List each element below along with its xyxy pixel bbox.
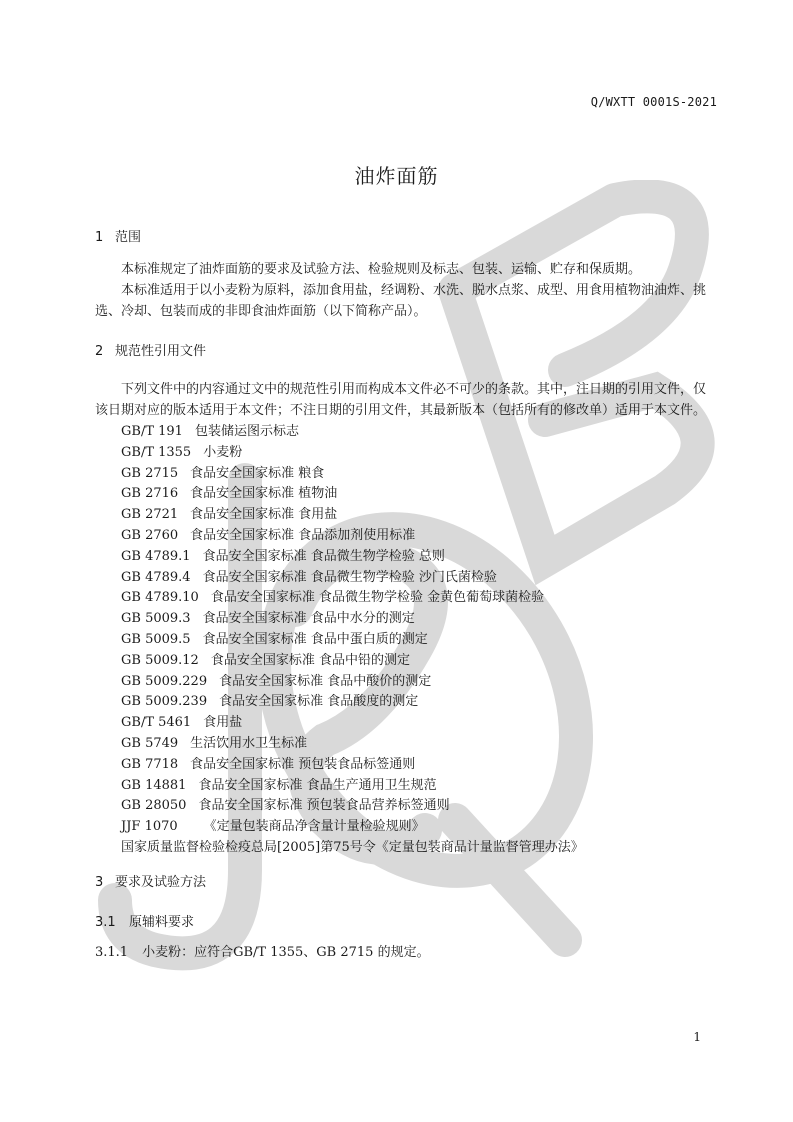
clause-number: 3.1.1 <box>95 944 129 960</box>
reference-title: 食品安全国家标准 食品微生物学检验 金黄色葡萄球菌检验 <box>210 590 545 606</box>
reference-item <box>95 796 717 817</box>
section-title: 要求及试验方法 <box>115 874 207 890</box>
section-heading-references <box>95 342 717 362</box>
section-heading-requirements <box>95 873 717 893</box>
reference-title: 食品安全国家标准 植物油 <box>190 486 338 502</box>
reference-item <box>95 672 717 693</box>
reference-item <box>95 817 717 838</box>
reference-code: GB 5009.3 <box>121 611 191 627</box>
reference-item <box>95 443 717 464</box>
scope-paragraph-2: 本标准适用于以小麦粉为原料，添加食用盐，经调粉、水洗、脱水点浆、成型、用食用植物油油炸、挑选、冷却、包装而成的非即食油炸面筋（以下简称产品）。 <box>95 282 707 319</box>
reference-title: 食品安全国家标准 食用盐 <box>190 507 338 523</box>
reference-item <box>95 651 717 672</box>
reference-code: GB 28050 <box>121 798 187 814</box>
reference-code: GB 2716 <box>121 486 179 502</box>
reference-item <box>95 547 717 568</box>
reference-list <box>95 422 717 838</box>
reference-title: 生活饮用水卫生标准 <box>190 735 308 751</box>
document-code: Q/WXTT 0001S-2021 <box>590 95 717 109</box>
section-number: 3 <box>95 874 104 890</box>
reference-code: GB 5009.229 <box>121 673 208 689</box>
reference-item <box>95 692 717 713</box>
reference-code: JJF 1070 <box>121 819 178 835</box>
subsection-heading <box>95 913 717 933</box>
reference-item <box>95 484 717 505</box>
section-number: 1 <box>95 230 104 245</box>
references-intro: 下列文件中的内容通过文中的规范性引用而构成本文件必不可少的条款。其中，注日期的引用文件，仅该日期对应的版本适用于本文件；不注日期的引用文件，其最新版本（包括所有的修改单）适用于本文件。 <box>95 382 707 419</box>
section-number: 2 <box>95 344 104 360</box>
reference-code: GB 4789.4 <box>121 569 191 585</box>
reference-item <box>95 630 717 651</box>
reference-code: GB 5009.239 <box>121 694 208 710</box>
reference-title: 食品安全国家标准 预包装食品标签通则 <box>190 756 416 772</box>
reference-title: 食品安全国家标准 食品酸度的测定 <box>219 694 419 710</box>
reference-title: 食品安全国家标准 食品生产通用卫生规范 <box>198 777 437 793</box>
reference-code: GB/T 191 <box>121 423 183 439</box>
reference-code: GB/T 5461 <box>121 715 192 731</box>
reference-title: 食品安全国家标准 食品微生物学检验 沙门氏菌检验 <box>202 569 497 585</box>
reference-item <box>95 734 717 755</box>
reference-title: 食品安全国家标准 食品添加剂使用标准 <box>190 527 416 543</box>
reference-title: 小麦粉 <box>203 444 243 460</box>
subsection-title: 原辅料要求 <box>129 914 195 930</box>
clause-3-1-1 <box>95 943 717 963</box>
reference-item <box>95 588 717 609</box>
reference-code: GB 7718 <box>121 756 179 772</box>
section-title: 规范性引用文件 <box>115 344 207 360</box>
page-number: 1 <box>693 1030 701 1044</box>
scope-paragraph-1: 本标准规定了油炸面筋的要求及试验方法、检验规则及标志、包装、运输、贮存和保质期。 <box>121 262 642 277</box>
reference-code: GB 4789.1 <box>121 548 191 564</box>
reference-title: 食品安全国家标准 食品微生物学检验 总则 <box>202 548 445 564</box>
reference-item <box>95 609 717 630</box>
reference-item <box>95 422 717 443</box>
subsection-number: 3.1 <box>95 914 116 930</box>
reference-code: GB 5749 <box>121 735 179 751</box>
reference-title: 食品安全国家标准 预包装食品营养标签通则 <box>198 798 450 814</box>
reference-item <box>95 713 717 734</box>
reference-item <box>95 568 717 589</box>
reference-title: 食用盐 <box>203 715 243 731</box>
reference-item <box>95 776 717 797</box>
reference-title: 食品安全国家标准 粮食 <box>190 465 325 481</box>
reference-title: 《定量包装商品净含量计量检验规则》 <box>203 819 425 835</box>
reference-code: GB 2760 <box>121 527 179 543</box>
reference-title: 食品安全国家标准 食品中水分的测定 <box>202 611 415 627</box>
reference-item <box>95 755 717 776</box>
reference-code: GB 14881 <box>121 777 187 793</box>
reference-item <box>95 505 717 526</box>
document-body <box>95 228 717 963</box>
reference-code: GB 5009.5 <box>121 631 191 647</box>
reference-item <box>95 526 717 547</box>
document-title: 油炸面筋 <box>354 164 439 188</box>
section-title: 范围 <box>115 230 142 245</box>
reference-code: GB 2715 <box>121 465 179 481</box>
reference-title: 食品安全国家标准 食品中酸价的测定 <box>219 673 432 689</box>
reference-code: GB 4789.10 <box>121 590 199 606</box>
clause-text: 小麦粉：应符合GB/T 1355、GB 2715 的规定。 <box>142 944 430 960</box>
reference-code: GB 5009.12 <box>121 652 199 668</box>
reference-title: 食品安全国家标准 食品中铅的测定 <box>210 652 410 668</box>
reference-title: 食品安全国家标准 食品中蛋白质的测定 <box>202 631 428 647</box>
reference-decree: 国家质量监督检验检疫总局[2005]第75号令《定量包装商品计量监督管理办法》 <box>121 839 584 855</box>
reference-title: 包装储运图示标志 <box>194 423 299 439</box>
reference-code: GB/T 1355 <box>121 444 192 460</box>
reference-code: GB 2721 <box>121 507 179 523</box>
reference-item <box>95 464 717 485</box>
section-heading-scope <box>95 228 717 248</box>
